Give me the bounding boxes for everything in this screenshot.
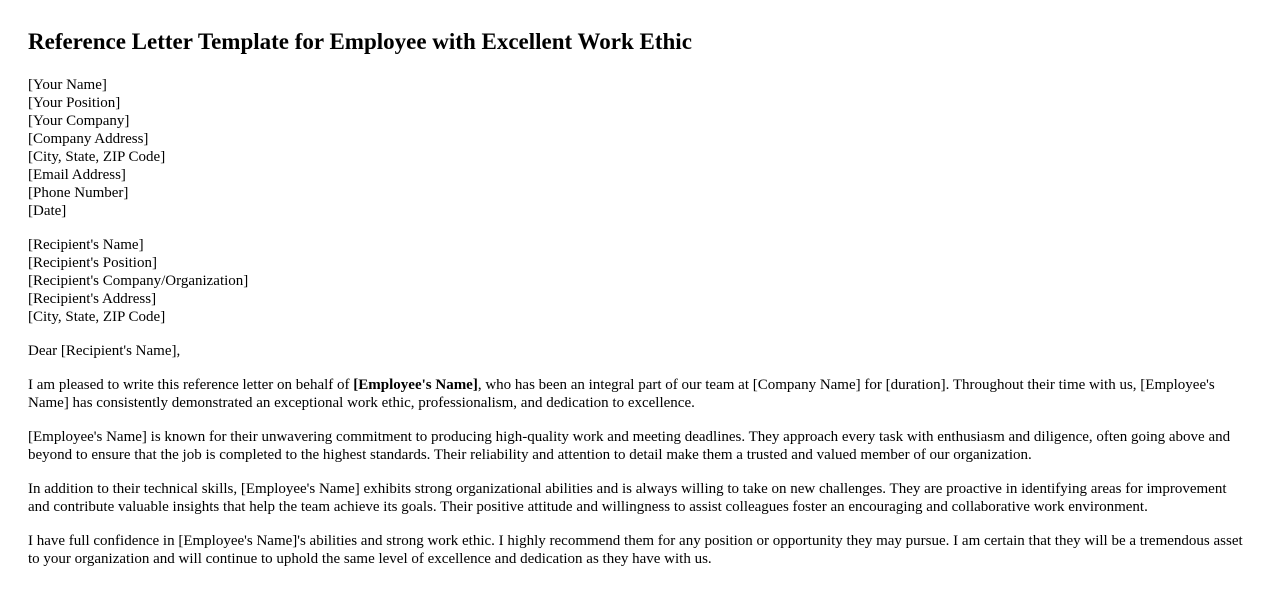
body-paragraph-2: [Employee's Name] is known for their unwavering commitment to producing high-quality work and meeting deadlines. They approach every task with enthusiasm and diligence, often going above and beyond to ensure that the job is completed to the highest standards. Their reliability and attention to detail make them a trusted and valued member of our organization. <box>28 429 1231 463</box>
body-paragraph-3: In addition to their technical skills, [Employee's Name] exhibits strong organizational abilities and is always willing to take on new challenges. They are proactive in identifying areas for improvement and contribute valuable insights that help the team achieve its goals. Their positive attitude and willingness to assist colleagues foster an encouraging and collaborative work environment. <box>28 481 1227 515</box>
employee-name-bold: [Employee's Name] <box>353 377 478 393</box>
paragraph-1-rest: , who has been an integral part of our team at [Company Name] for [duration]. Throughout their time with us, [Employee's Name] has consistently demonstrated an exceptional work ethic, professionalism, and dedication to excellence. <box>28 377 1215 411</box>
sender-city-state-zip: [City, State, ZIP Code] <box>28 149 166 165</box>
sender-name: [Your Name] <box>28 77 107 93</box>
sender-company: [Your Company] <box>28 113 130 129</box>
recipient-address: [Recipient's Address] <box>28 291 157 307</box>
sender-position: [Your Position] <box>28 95 121 111</box>
page-title: Reference Letter Template for Employee with Excellent Work Ethic <box>28 29 692 54</box>
recipient-block <box>28 236 1250 326</box>
sender-email: [Email Address] <box>28 167 126 183</box>
salutation: Dear [Recipient's Name], <box>28 343 181 359</box>
sender-company-address: [Company Address] <box>28 131 149 147</box>
sender-block <box>28 76 1250 220</box>
recipient-name: [Recipient's Name] <box>28 237 144 253</box>
paragraph-1-intro: I am pleased to write this reference letter on behalf of <box>28 377 354 393</box>
sender-phone: [Phone Number] <box>28 185 129 201</box>
recipient-company: [Recipient's Company/Organization] <box>28 273 249 289</box>
recipient-position: [Recipient's Position] <box>28 255 157 271</box>
body-paragraph-4: I have full confidence in [Employee's Name]'s abilities and strong work ethic. I highly recommend them for any position or opportunity they may pursue. I am certain that they will be a tremendous asset to your organization and will continue to uphold the same level of excellence and dedication as they have with us. <box>28 533 1243 567</box>
letter-date: [Date] <box>28 203 67 219</box>
body-paragraph-1 <box>28 376 1250 412</box>
recipient-city-state-zip: [City, State, ZIP Code] <box>28 309 166 325</box>
